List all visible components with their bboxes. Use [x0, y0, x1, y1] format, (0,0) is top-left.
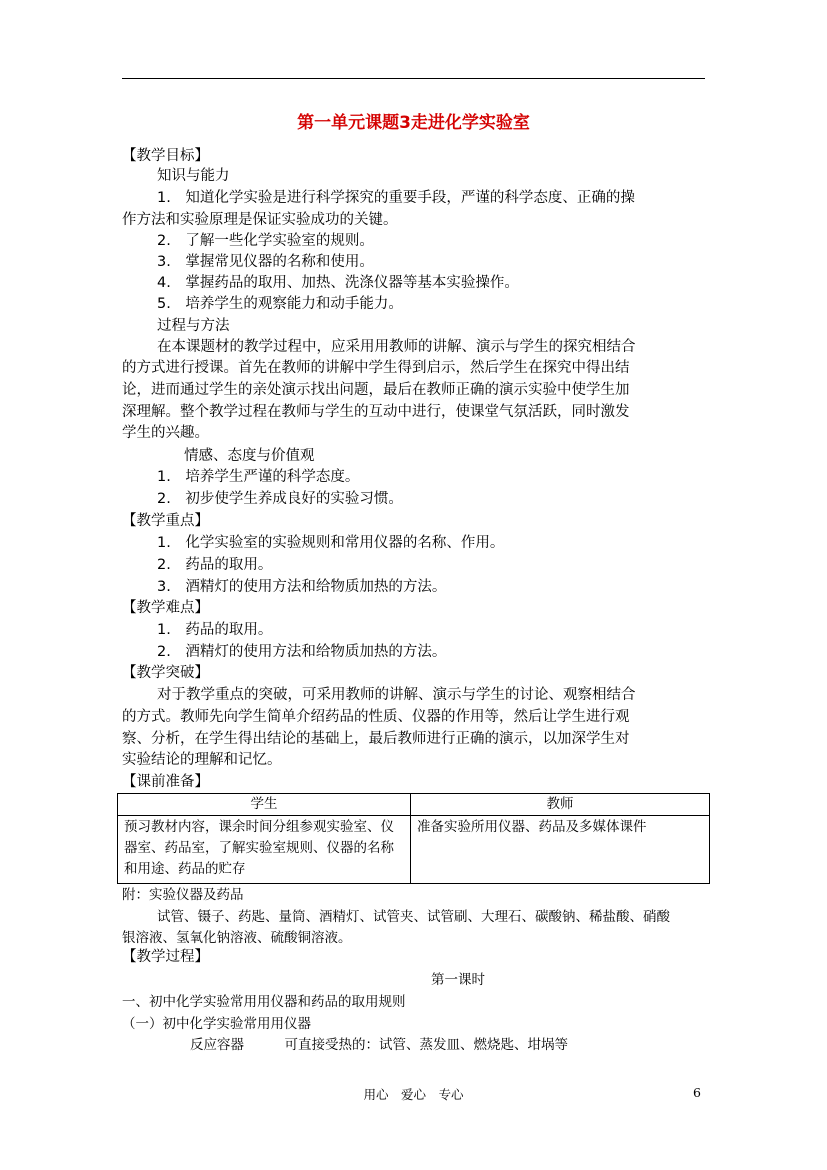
subheading-process: 过程与方法 — [157, 318, 230, 334]
subheading-emotion: 情感、态度与价值观 — [184, 448, 315, 464]
table-row — [118, 816, 710, 884]
paragraph-line: 对于教学重点的突破，可采用教师的讲解、演示与学生的讨论、观察相结合 — [157, 687, 636, 703]
subheading-knowledge: 知识与能力 — [157, 168, 230, 184]
list-item: 2. 药品的取用。 — [157, 557, 273, 573]
paragraph-line: 1. 知道化学实验是进行科学探究的重要手段，严谨的科学态度、正确的操 — [157, 190, 635, 206]
paragraph-line: 在本课题材的教学过程中，应采用用教师的讲解、演示与学生的探究相结合 — [157, 339, 636, 355]
heading-difficulties: 【教学难点】 — [122, 600, 209, 616]
subsection-heading: （一）初中化学实验常用用仪器 — [122, 1016, 311, 1032]
heading-key-points: 【教学重点】 — [122, 513, 209, 529]
page-footer: 用心 爱心 专心 — [363, 1087, 464, 1102]
header-rule — [122, 78, 705, 79]
section-heading: 一、初中化学实验常用用仪器和药品的取用规则 — [122, 994, 406, 1010]
paragraph-line: 反应容器 可直接受热的：试管、蒸发皿、燃烧匙、坩埚等 — [190, 1037, 568, 1053]
lesson-label: 第一课时 — [431, 972, 485, 988]
table-header-teacher: 教师 — [411, 794, 710, 816]
table-header-row — [118, 794, 710, 816]
heading-preparation: 【课前准备】 — [122, 774, 209, 790]
table-cell-teacher: 准备实验所用仪器、药品及多媒体课件 — [411, 816, 710, 884]
heading-breakthrough: 【教学突破】 — [122, 665, 209, 681]
paragraph-line: 实验结论的理解和记忆。 — [122, 752, 282, 768]
paragraph-line: 的方式。教师先向学生简单介绍药品的性质、仪器的作用等，然后让学生进行观 — [122, 709, 630, 725]
paragraph-line: 深理解。整个教学过程在教师与学生的互动中进行，使课堂气氛活跃，同时激发 — [122, 404, 630, 420]
list-item: 2. 初步使学生养成良好的实验习惯。 — [157, 491, 403, 507]
heading-process: 【教学过程】 — [122, 949, 209, 965]
paragraph-line: 论，进而通过学生的亲处演示找出问题，最后在教师正确的演示实验中使学生加 — [122, 382, 630, 398]
list-item: 2. 酒精灯的使用方法和给物质加热的方法。 — [157, 644, 447, 660]
paragraph-line: 察、分析，在学生得出结论的基础上，最后教师进行正确的演示，以加深学生对 — [122, 731, 630, 747]
preparation-table — [117, 793, 710, 884]
list-item: 4. 掌握药品的取用、加热、洗涤仪器等基本实验操作。 — [157, 275, 519, 291]
list-item: 3. 酒精灯的使用方法和给物质加热的方法。 — [157, 579, 447, 595]
paragraph-line: 作方法和实验原理是保证实验成功的关键。 — [122, 212, 398, 228]
list-item: 5. 培养学生的观察能力和动手能力。 — [157, 296, 403, 312]
paragraph-line: 银溶液、氢氧化钠溶液、硫酸铜溶液。 — [122, 930, 352, 946]
appendix-heading: 附：实验仪器及药品 — [122, 887, 244, 903]
list-item: 3. 掌握常见仪器的名称和使用。 — [157, 254, 374, 270]
list-item: 1. 培养学生严谨的科学态度。 — [157, 469, 360, 485]
page-number: 6 — [693, 1085, 701, 1100]
heading-objectives: 【教学目标】 — [122, 148, 209, 164]
paragraph-line: 学生的兴趣。 — [122, 425, 209, 441]
page-title: 第一单元课题3走进化学实验室 — [297, 113, 530, 133]
paragraph-line: 的方式进行授课。首先在教师的讲解中学生得到启示，然后学生在探究中得出结 — [122, 360, 630, 376]
list-item: 1. 化学实验室的实验规则和常用仪器的名称、作用。 — [157, 535, 505, 551]
table-cell-student: 预习教材内容，课余时间分组参观实验室、仪器室、药品室，了解实验室规则、仪器的名称和用途、药品的贮存 — [118, 816, 411, 884]
list-item: 2. 了解一些化学实验室的规则。 — [157, 233, 374, 249]
paragraph-line: 试管、镊子、药匙、量筒、酒精灯、试管夹、试管刷、大理石、碳酸钠、稀盐酸、硝酸 — [157, 909, 670, 925]
table-header-student: 学生 — [118, 794, 411, 816]
list-item: 1. 药品的取用。 — [157, 622, 273, 638]
